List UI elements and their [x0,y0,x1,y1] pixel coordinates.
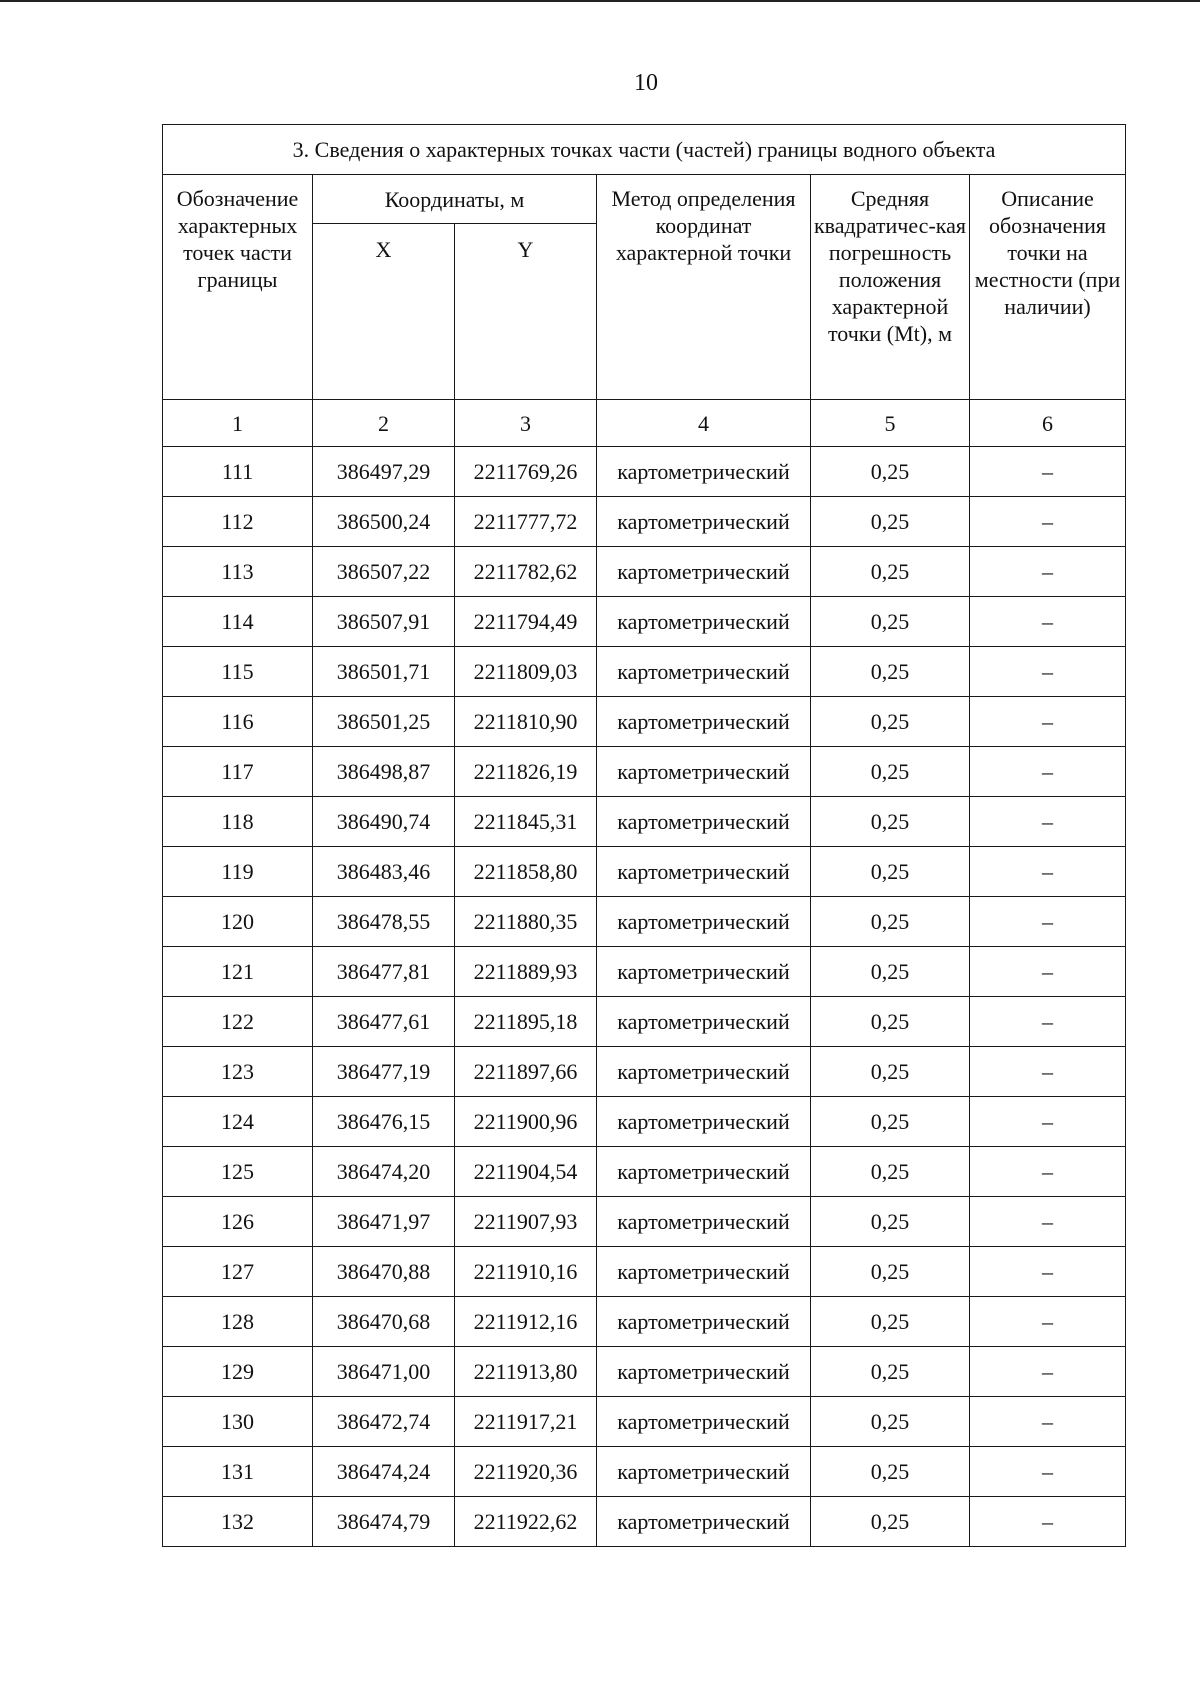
table-row [163,697,1126,747]
cell-description: – [970,1297,1126,1347]
cell-accuracy: 0,25 [811,1297,970,1347]
cell-point-id: 117 [163,747,313,797]
cell-description: – [970,1447,1126,1497]
cell-method: картометрический [597,1347,811,1397]
cell-point-id: 129 [163,1347,313,1397]
cell-method: картометрический [597,447,811,497]
table-row [163,847,1126,897]
table-row [163,597,1126,647]
cell-point-id: 121 [163,947,313,997]
cell-method: картометрический [597,697,811,747]
cell-point-id: 130 [163,1397,313,1447]
cell-x: 386501,25 [313,697,455,747]
cell-description: – [970,547,1126,597]
table-row [163,747,1126,797]
cell-accuracy: 0,25 [811,1397,970,1447]
cell-point-id: 113 [163,547,313,597]
cell-point-id: 112 [163,497,313,547]
cell-method: картометрический [597,547,811,597]
cell-x: 386507,91 [313,597,455,647]
cell-accuracy: 0,25 [811,1047,970,1097]
cell-method: картометрический [597,947,811,997]
cell-description: – [970,947,1126,997]
column-number: 3 [455,400,597,447]
cell-description: – [970,1497,1126,1547]
cell-point-id: 127 [163,1247,313,1297]
cell-accuracy: 0,25 [811,647,970,697]
cell-point-id: 122 [163,997,313,1047]
cell-method: картометрический [597,497,811,547]
header-y: Y [455,224,597,400]
cell-method: картометрический [597,1497,811,1547]
cell-y: 2211912,16 [455,1297,597,1347]
cell-x: 386478,55 [313,897,455,947]
cell-description: – [970,1397,1126,1447]
cell-accuracy: 0,25 [811,997,970,1047]
cell-method: картометрический [597,797,811,847]
column-number: 2 [313,400,455,447]
table-row [163,1197,1126,1247]
cell-description: – [970,847,1126,897]
cell-y: 2211777,72 [455,497,597,547]
cell-x: 386477,19 [313,1047,455,1097]
table-caption: 3. Сведения о характерных точках части (частей) границы водного объекта [163,125,1126,175]
cell-y: 2211889,93 [455,947,597,997]
table-row [163,1447,1126,1497]
table-row [163,497,1126,547]
cell-method: картометрический [597,1047,811,1097]
table-row [163,547,1126,597]
cell-accuracy: 0,25 [811,1347,970,1397]
cell-y: 2211900,96 [455,1097,597,1147]
cell-x: 386477,61 [313,997,455,1047]
cell-y: 2211907,93 [455,1197,597,1247]
cell-x: 386490,74 [313,797,455,847]
cell-description: – [970,1097,1126,1147]
cell-x: 386471,00 [313,1347,455,1397]
table-row [163,1497,1126,1547]
cell-accuracy: 0,25 [811,947,970,997]
cell-x: 386476,15 [313,1097,455,1147]
cell-y: 2211809,03 [455,647,597,697]
cell-accuracy: 0,25 [811,897,970,947]
cell-accuracy: 0,25 [811,847,970,897]
table-row [163,1247,1126,1297]
cell-accuracy: 0,25 [811,747,970,797]
table-row [163,1347,1126,1397]
cell-method: картометрический [597,1197,811,1247]
cell-description: – [970,1197,1126,1247]
cell-accuracy: 0,25 [811,447,970,497]
column-number: 6 [970,400,1126,447]
cell-point-id: 128 [163,1297,313,1347]
table-row [163,647,1126,697]
page-number: 10 [634,70,658,96]
table-row [163,1397,1126,1447]
cell-y: 2211782,62 [455,547,597,597]
cell-accuracy: 0,25 [811,1497,970,1547]
cell-accuracy: 0,25 [811,797,970,847]
cell-x: 386474,24 [313,1447,455,1497]
cell-accuracy: 0,25 [811,597,970,647]
cell-y: 2211845,31 [455,797,597,847]
cell-y: 2211880,35 [455,897,597,947]
cell-point-id: 132 [163,1497,313,1547]
cell-y: 2211910,16 [455,1247,597,1297]
cell-x: 386474,20 [313,1147,455,1197]
cell-point-id: 123 [163,1047,313,1097]
cell-description: – [970,647,1126,697]
header-method: Метод определения координат характерной точки [597,175,811,400]
cell-x: 386500,24 [313,497,455,547]
boundary-points-table [162,124,1126,1547]
cell-accuracy: 0,25 [811,1447,970,1497]
cell-method: картометрический [597,1447,811,1497]
cell-point-id: 111 [163,447,313,497]
cell-accuracy: 0,25 [811,697,970,747]
cell-description: – [970,1347,1126,1397]
cell-description: – [970,897,1126,947]
cell-description: – [970,1147,1126,1197]
header-coordinates: Координаты, м [313,175,597,224]
column-number: 4 [597,400,811,447]
cell-point-id: 115 [163,647,313,697]
cell-y: 2211810,90 [455,697,597,747]
table-row [163,997,1126,1047]
table-row [163,1297,1126,1347]
cell-point-id: 126 [163,1197,313,1247]
cell-point-id: 131 [163,1447,313,1497]
cell-point-id: 120 [163,897,313,947]
cell-method: картометрический [597,1247,811,1297]
cell-x: 386501,71 [313,647,455,697]
table-row [163,797,1126,847]
cell-accuracy: 0,25 [811,1197,970,1247]
cell-x: 386483,46 [313,847,455,897]
cell-accuracy: 0,25 [811,497,970,547]
cell-description: – [970,447,1126,497]
cell-method: картометрический [597,647,811,697]
cell-x: 386470,88 [313,1247,455,1297]
cell-point-id: 116 [163,697,313,747]
cell-accuracy: 0,25 [811,1147,970,1197]
cell-description: – [970,497,1126,547]
cell-method: картометрический [597,597,811,647]
header-point: Обозначение характерных точек части границы [163,175,313,400]
cell-y: 2211858,80 [455,847,597,897]
cell-y: 2211920,36 [455,1447,597,1497]
cell-y: 2211917,21 [455,1397,597,1447]
table-row [163,947,1126,997]
page-top-edge [0,0,1200,2]
cell-method: картометрический [597,1147,811,1197]
table-row [163,1097,1126,1147]
cell-x: 386507,22 [313,547,455,597]
cell-y: 2211897,66 [455,1047,597,1097]
cell-point-id: 124 [163,1097,313,1147]
cell-y: 2211922,62 [455,1497,597,1547]
cell-point-id: 125 [163,1147,313,1197]
cell-method: картометрический [597,1097,811,1147]
table-row [163,897,1126,947]
cell-method: картометрический [597,1397,811,1447]
cell-method: картометрический [597,997,811,1047]
table-row [163,1047,1126,1097]
cell-x: 386474,79 [313,1497,455,1547]
cell-y: 2211895,18 [455,997,597,1047]
cell-point-id: 118 [163,797,313,847]
cell-point-id: 119 [163,847,313,897]
cell-description: – [970,797,1126,847]
header-description: Описание обозначения точки на местности (при наличии) [970,175,1126,400]
cell-x: 386470,68 [313,1297,455,1347]
column-number: 5 [811,400,970,447]
cell-point-id: 114 [163,597,313,647]
cell-method: картометрический [597,1297,811,1347]
header-x: X [313,224,455,400]
cell-x: 386472,74 [313,1397,455,1447]
cell-x: 386471,97 [313,1197,455,1247]
cell-description: – [970,1047,1126,1097]
cell-description: – [970,597,1126,647]
cell-description: – [970,997,1126,1047]
cell-y: 2211904,54 [455,1147,597,1197]
cell-description: – [970,747,1126,797]
cell-method: картометрический [597,897,811,947]
header-accuracy: Средняя квадратичес-кая погрешность положения характерной точки (Mt), м [811,175,970,400]
cell-accuracy: 0,25 [811,1097,970,1147]
cell-description: – [970,1247,1126,1297]
cell-accuracy: 0,25 [811,547,970,597]
cell-x: 386498,87 [313,747,455,797]
cell-y: 2211913,80 [455,1347,597,1397]
column-number-row [163,400,1126,447]
cell-x: 386477,81 [313,947,455,997]
cell-accuracy: 0,25 [811,1247,970,1297]
column-number: 1 [163,400,313,447]
cell-y: 2211769,26 [455,447,597,497]
table-row [163,1147,1126,1197]
cell-y: 2211826,19 [455,747,597,797]
cell-description: – [970,697,1126,747]
table-row [163,447,1126,497]
cell-method: картометрический [597,747,811,797]
cell-x: 386497,29 [313,447,455,497]
cell-y: 2211794,49 [455,597,597,647]
cell-method: картометрический [597,847,811,897]
